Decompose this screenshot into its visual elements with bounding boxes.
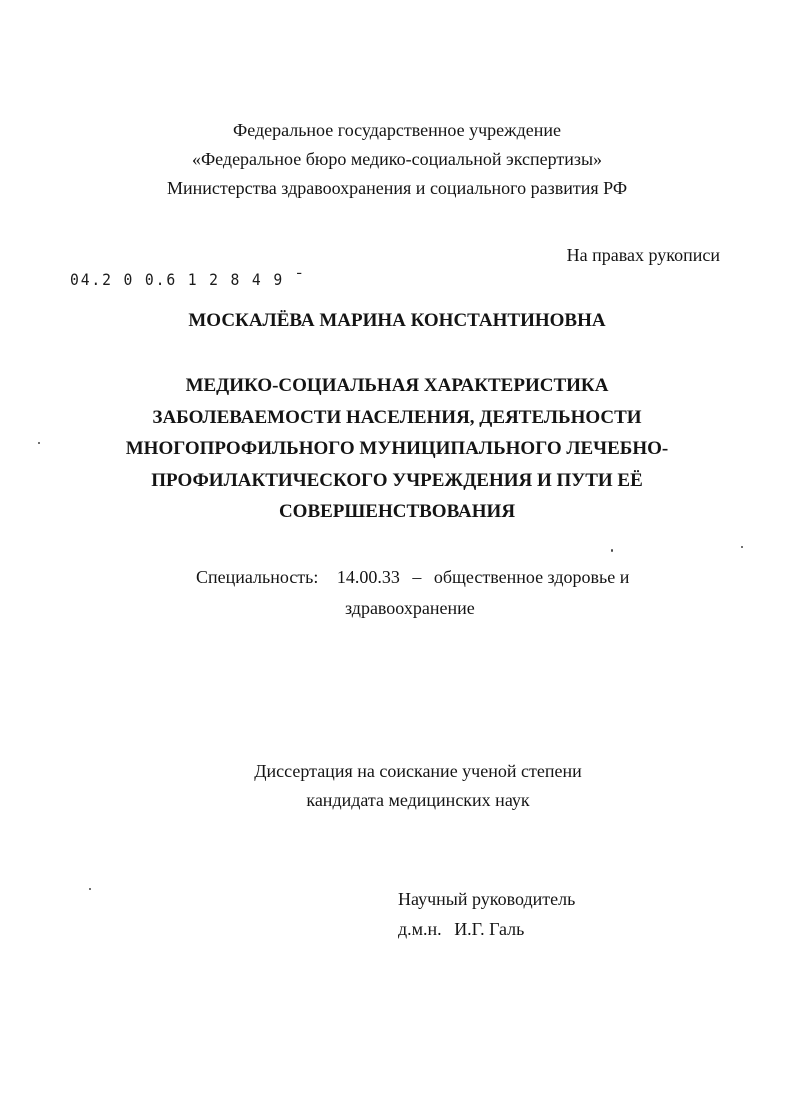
scan-speck [89, 888, 91, 890]
institution-block [0, 116, 794, 203]
specialty-dash: – [412, 567, 422, 587]
degree-block [0, 757, 794, 815]
author-name: МОСКАЛЁВА МАРИНА КОНСТАНТИНОВНА [188, 310, 606, 331]
institution-line-3: Министерства здравоохранения и социального развития РФ [166, 178, 628, 198]
institution-line-2: «Федеральное бюро медико-социальной экспертизы» [191, 149, 603, 169]
scan-speck [741, 546, 743, 548]
scan-speck [611, 549, 613, 552]
supervisor-degree: д.м.н. [398, 919, 442, 939]
title-line-5: СОВЕРШЕНСТВОВАНИЯ [278, 501, 516, 522]
specialty-label: Специальность: [196, 567, 319, 587]
supervisor-label: Научный руководитель [398, 889, 576, 909]
institution-line-1: Федеральное государственное учреждение [232, 120, 562, 140]
title-line-4: ПРОФИЛАКТИЧЕСКОГО УЧРЕЖДЕНИЯ И ПУТИ ЕЁ [151, 469, 643, 491]
supervisor-block [398, 884, 575, 944]
title-line-1: МЕДИКО-СОЦИАЛЬНАЯ ХАРАКТЕРИСТИКА [185, 375, 609, 396]
specialty-line [196, 566, 629, 588]
archive-stamp-number: 04.2 0 0.6 1 2 8 4 9 [70, 270, 285, 289]
supervisor-name: И.Г. Галь [454, 919, 525, 939]
stamp-mark: ˉ [284, 270, 306, 289]
specialty-name-part-1: общественное здоровье и [433, 567, 630, 587]
dissertation-title [0, 370, 794, 528]
title-line-3: МНОГОПРОФИЛЬНОГО МУНИЦИПАЛЬНОГО ЛЕЧЕБНО- [125, 438, 669, 459]
degree-line-2: кандидата медицинских наук [306, 790, 530, 810]
scan-speck [38, 442, 40, 444]
supervisor-name-line [398, 914, 575, 944]
degree-line-1: Диссертация на соискание ученой степени [254, 761, 582, 781]
archive-stamp [70, 270, 305, 290]
specialty-code: 14.00.33 [336, 567, 400, 587]
specialty-name-part-2: здравоохранение [345, 598, 475, 618]
rights-note: На правах рукописи [566, 245, 720, 265]
title-line-2: ЗАБОЛЕВАЕМОСТИ НАСЕЛЕНИЯ, ДЕЯТЕЛЬНОСТИ [152, 406, 642, 428]
